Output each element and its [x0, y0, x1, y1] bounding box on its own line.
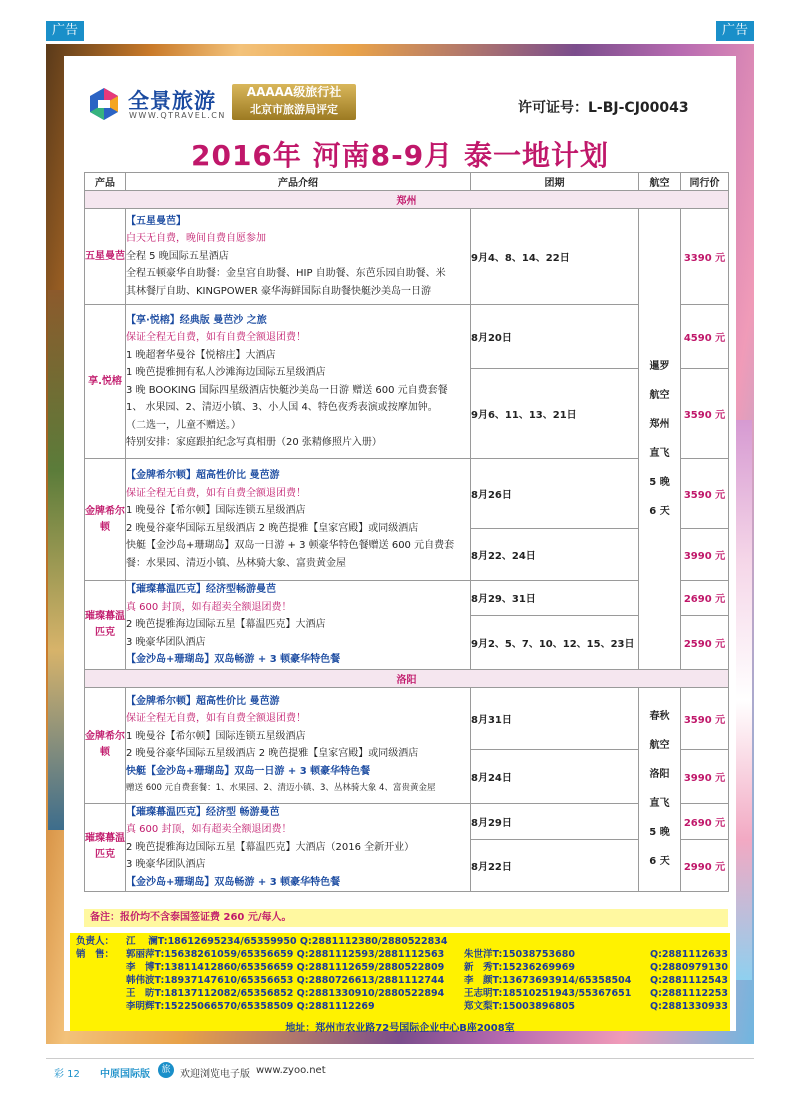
airline-info — [639, 687, 681, 892]
manager-label: 负责人： — [76, 936, 115, 947]
price: 2590 元 — [681, 615, 729, 669]
tour-dates: 9月6、11、13、21日 — [471, 369, 639, 459]
contact-qq: Q:2881112633 — [650, 949, 728, 960]
desc-line: 赠送 600 元自费套餐：1、水果园、2、清迈小镇、3、丛林骑大象 4、富贵黄金屋 — [126, 783, 436, 793]
contact-second: 新 秀T:15236269969 — [464, 962, 575, 973]
desc-line: 白天无自费，晚间自费自愿参加 — [126, 233, 266, 245]
desc-line: 2 晚芭提雅海边国际五星【幕温匹克】大酒店（2016 全新开业） — [126, 841, 415, 853]
tour-dates: 8月24日 — [471, 749, 639, 803]
header-dates: 团期 — [471, 173, 639, 191]
rating-line-1: AAAAA级旅行社 — [246, 85, 342, 99]
table-row — [85, 803, 729, 839]
rating-line-2: 北京市旅游局评定 — [250, 103, 338, 116]
contact-second: 李 颜T:13673693914/65358504 — [464, 975, 632, 986]
desc-line: 【璀璨幕温匹克】经济型畅游曼芭 — [126, 584, 276, 595]
airline-line: 郑州 — [649, 418, 670, 430]
product-description — [126, 459, 471, 581]
contact-row — [70, 974, 730, 987]
contact-qq: Q:2881112253 — [650, 988, 728, 999]
product-name: 璀璨幕温匹克 — [85, 581, 126, 670]
price: 3990 元 — [681, 529, 729, 581]
tour-dates: 8月22日 — [471, 839, 639, 891]
desc-line: 餐：水果园、清迈小镇、丛林骑大象、富贵黄金屋 — [126, 557, 346, 569]
price: 3990 元 — [681, 749, 729, 803]
desc-line: 【璀璨幕温匹克】经济型 畅游曼芭 — [126, 806, 280, 818]
tour-dates: 8月26日 — [471, 459, 639, 529]
welcome-text: 欢迎浏览电子版 — [180, 1069, 250, 1080]
desc-line: 1 晚芭提雅拥有私人沙滩海边国际五星级酒店 — [126, 367, 326, 378]
desc-line: 2 晚曼谷豪华国际五星级酒店 2 晚芭提雅【皇家宫殿】或同级酒店 — [126, 748, 419, 759]
city-name: 郑州 — [85, 191, 729, 209]
tour-dates: 8月29、31日 — [471, 581, 639, 616]
desc-line: 【金沙岛+珊瑚岛】双岛畅游 + 3 顿豪华特色餐 — [126, 654, 341, 665]
desc-line: （二选一，儿童不赠送。） — [126, 419, 241, 431]
contact-row — [70, 1000, 730, 1013]
desc-line: 其林餐厅自助、KINGPOWER 豪华海鲜国际自助餐快艇沙美岛一日游 — [126, 285, 431, 297]
header-airline: 航空 — [639, 173, 681, 191]
desc-line: 1 晚曼谷【希尔顿】国际连锁五星级酒店 — [126, 505, 306, 516]
page-number: 彩 12 — [54, 1069, 80, 1080]
contact-main: 江 澜T:18612695234/65359950 Q:2881112380/2880522834 — [126, 936, 448, 947]
tour-dates: 8月29日 — [471, 803, 639, 839]
table-row — [85, 459, 729, 529]
price: 2690 元 — [681, 581, 729, 616]
airline-line: 航空 — [649, 389, 670, 401]
airline-line: 航空 — [649, 740, 670, 752]
contact-qq: Q:2881112543 — [650, 975, 728, 986]
desc-line: 保证全程无自费，如有自费全额退团费！ — [126, 332, 306, 343]
header-product: 产品 — [85, 173, 126, 191]
contacts-block — [70, 933, 730, 1034]
airline-line: 5 晚 — [649, 827, 670, 839]
desc-line: 保证全程无自费，如有自费全额退团费！ — [126, 713, 306, 724]
city-row-zhengzhou — [85, 191, 729, 209]
contact-qq: Q:2880979130 — [650, 962, 728, 973]
page-title: 2016年 河南8-9月 泰一地计划 — [190, 139, 609, 172]
license-number: 许可证号：L-BJ-CJ00043 — [518, 100, 689, 116]
desc-line: 3 晚豪华团队酒店 — [126, 859, 206, 870]
price: 3590 元 — [681, 687, 729, 749]
brand-url: WWW.QTRAVEL.CN — [129, 111, 226, 120]
price: 2690 元 — [681, 803, 729, 839]
publication-logo-icon: 旅 — [158, 1062, 174, 1078]
header-description: 产品介绍 — [126, 173, 471, 191]
table-row — [85, 305, 729, 369]
contact-main: 李明辉T:15225066570/65358509 Q:2881112269 — [126, 1001, 375, 1012]
ad-label-right: 广告 — [716, 21, 754, 41]
desc-line: 1 晚超奢华曼谷【悦榕庄】大酒店 — [126, 349, 276, 361]
sales-label: 销 售： — [76, 949, 115, 960]
desc-line: 全程五顿豪华自助餐：金皇宫自助餐、HIP 自助餐、东芭乐园自助餐、米 — [126, 268, 446, 280]
price-note: 备注：报价均不含泰国签证费 260 元/每人。 — [84, 909, 728, 927]
price: 2990 元 — [681, 839, 729, 891]
desc-line: 【五星曼芭】 — [126, 215, 186, 227]
contact-second: 王志明T:18510251943/55367651 — [464, 988, 632, 999]
contact-main: 李 博T:13811412860/65356659 Q:2881112659/2880522809 — [126, 962, 445, 973]
price: 3590 元 — [681, 369, 729, 459]
airline-line: 洛阳 — [649, 769, 670, 781]
desc-line: 1、 水果园、2、清迈小镇、3、小人国 4、特色夜秀表演或按摩加钟。 — [126, 402, 438, 413]
airline-line: 暹罗 — [649, 360, 670, 372]
contact-second: 朱世洋T:15038753680 — [464, 949, 575, 960]
airline-info — [639, 209, 681, 670]
tour-dates: 9月4、8、14、22日 — [471, 209, 639, 305]
desc-line: 全程 5 晚国际五星酒店 — [126, 250, 229, 262]
contact-row — [70, 935, 730, 948]
airline-line: 6 天 — [649, 856, 670, 868]
desc-line: 2 晚芭提雅海边国际五星【幕温匹克】大酒店 — [126, 619, 326, 630]
product-name: 五星曼芭 — [85, 209, 126, 305]
page-footer — [46, 1058, 754, 1081]
office-address: 地址：郑州市农业路72号国际企业中心B座2008室 — [285, 1023, 515, 1034]
contact-qq: Q:2881330933 — [650, 1001, 728, 1012]
price: 3590 元 — [681, 459, 729, 529]
city-name: 洛阳 — [85, 669, 729, 687]
contact-main: 韩伟波T:18937147610/65356653 Q:2880726613/2881112744 — [126, 975, 445, 986]
product-description — [126, 581, 471, 670]
product-description — [126, 305, 471, 459]
desc-line: 快艇【金沙岛+珊瑚岛】双岛一日游 + 3 顿豪华特色餐赠送 600 元自费套 — [126, 540, 455, 551]
brand-logo-icon — [86, 86, 122, 122]
product-name: 金牌希尔顿 — [85, 687, 126, 803]
product-description — [126, 687, 471, 803]
contact-row — [70, 961, 730, 974]
tour-dates: 8月31日 — [471, 687, 639, 749]
desc-line: 3 晚 BOOKING 国际四星级酒店快艇沙美岛一日游 赠送 600 元自费套餐 — [126, 384, 448, 396]
site-url[interactable]: www.zyoo.net — [256, 1065, 326, 1076]
contact-second: 郑文梨T:15003896805 — [464, 1001, 575, 1012]
price: 4590 元 — [681, 305, 729, 369]
desc-line: 【金牌希尔顿】超高性价比 曼芭游 — [126, 470, 280, 481]
airline-line: 直飞 — [649, 798, 670, 810]
table-header-row — [85, 173, 729, 191]
desc-line: 2 晚曼谷豪华国际五星级酒店 2 晚芭提雅【皇家宫殿】或同级酒店 — [126, 522, 419, 534]
product-name: 璀璨幕温匹克 — [85, 803, 126, 892]
airline-line: 直飞 — [649, 447, 670, 459]
desc-line: 真 600 封顶，如有超卖全额退团费！ — [126, 601, 292, 613]
price: 3390 元 — [681, 209, 729, 305]
desc-line: 【金沙岛+珊瑚岛】双岛畅游 + 3 顿豪华特色餐 — [126, 876, 341, 888]
desc-line: 3 晚豪华团队酒店 — [126, 636, 206, 648]
desc-line: 特别安排：家庭跟拍纪念写真相册（20 张精修照片入册） — [126, 437, 382, 448]
airline-line: 春秋 — [649, 711, 670, 723]
product-name: 金牌希尔顿 — [85, 459, 126, 581]
contact-row — [70, 948, 730, 961]
ad-label-left: 广告 — [46, 21, 84, 41]
itinerary-table — [84, 172, 729, 892]
tour-dates: 8月20日 — [471, 305, 639, 369]
desc-line: 真 600 封顶，如有超卖全额退团费！ — [126, 824, 292, 835]
contact-row — [70, 987, 730, 1000]
publication-name: 中原国际版 — [100, 1069, 150, 1080]
desc-line: 1 晚曼谷【希尔顿】国际连锁五星级酒店 — [126, 730, 306, 742]
contact-main: 郭丽萍T:15638261059/65356659 Q:2881112593/2881112563 — [126, 949, 445, 960]
contact-main: 王 昉T:18137112082/65356852 Q:2881330910/2880522894 — [126, 988, 445, 999]
desc-line: 【享·悦榕】经典版 曼芭沙 之旅 — [126, 314, 267, 326]
desc-line: 快艇【金沙岛+珊瑚岛】双岛一日游 + 3 顿豪华特色餐 — [126, 765, 371, 777]
tour-dates: 8月22、24日 — [471, 529, 639, 581]
desc-line: 【金牌希尔顿】超高性价比 曼芭游 — [126, 695, 280, 707]
product-name: 享.悦榕 — [85, 305, 126, 459]
airline-line: 6 天 — [649, 505, 670, 517]
desc-line: 保证全程无自费，如有自费全额退团费！ — [126, 487, 306, 499]
header-price: 同行价 — [681, 173, 729, 191]
table-row — [85, 687, 729, 749]
product-description — [126, 209, 471, 305]
rating-badge — [232, 84, 356, 120]
brand-name: 全景旅游 — [128, 89, 216, 113]
airline-line: 5 晚 — [649, 476, 670, 488]
product-description — [126, 803, 471, 892]
table-row — [85, 581, 729, 616]
tour-dates: 9月2、5、7、10、12、15、23日 — [471, 615, 639, 669]
table-row — [85, 209, 729, 305]
city-row-luoyang — [85, 669, 729, 687]
